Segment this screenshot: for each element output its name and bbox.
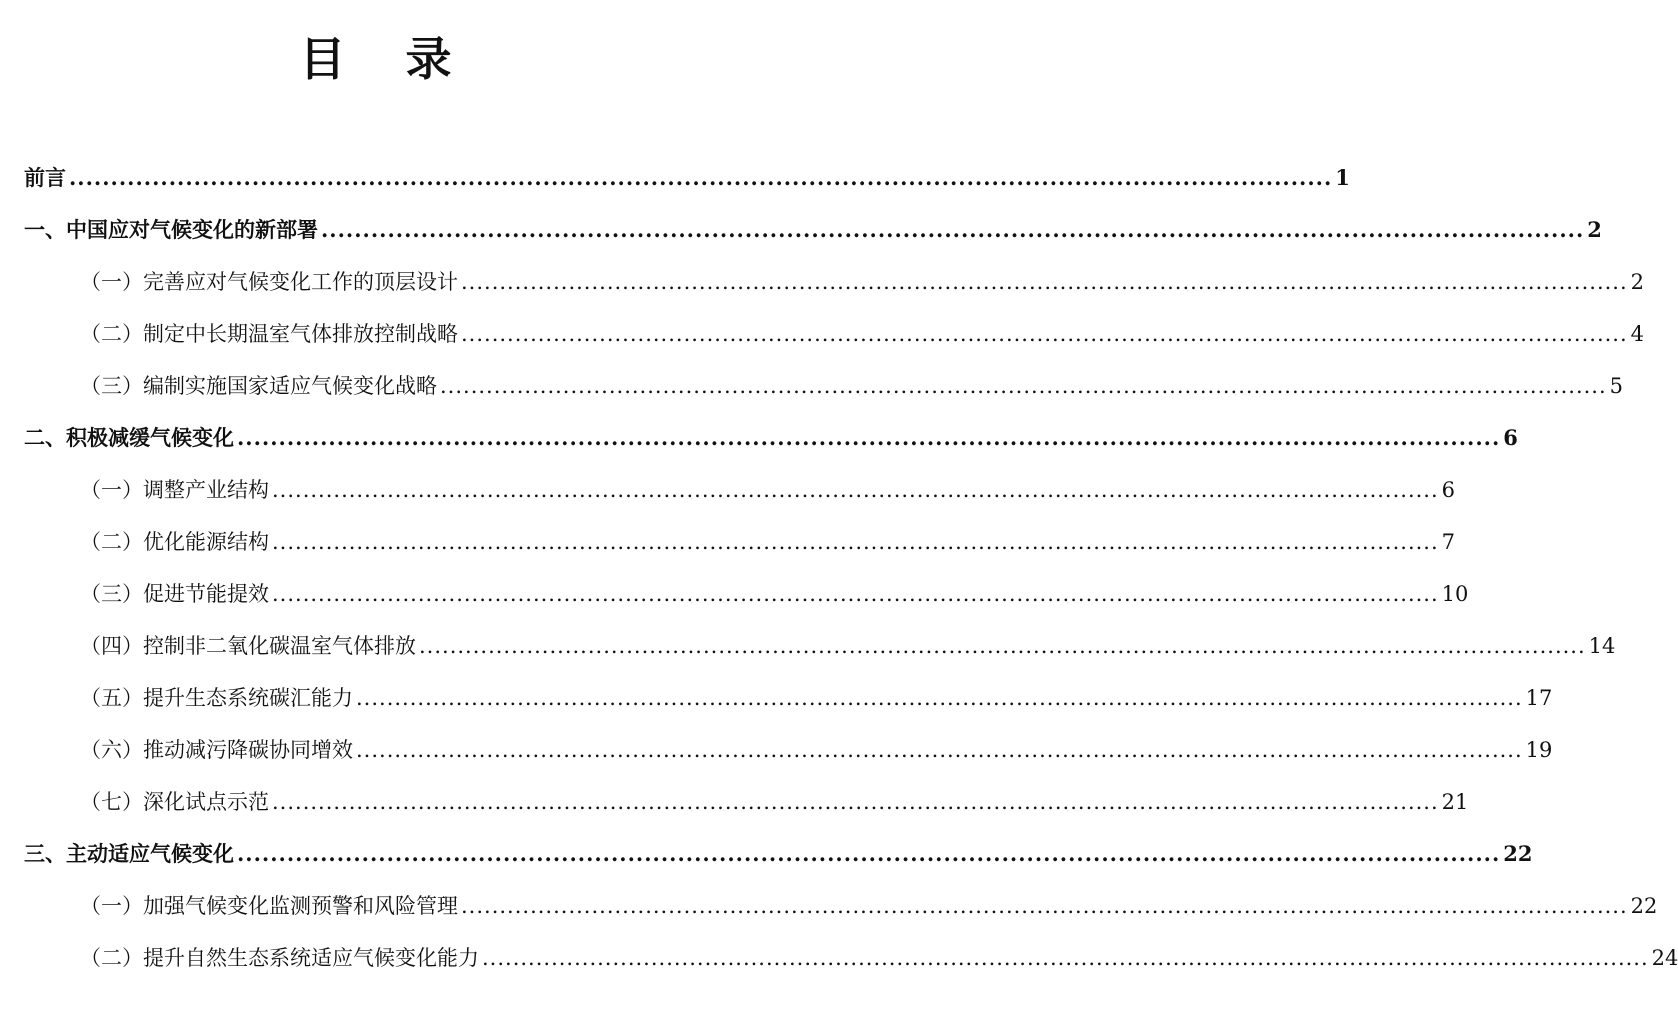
toc-page-number: 24 xyxy=(1651,946,1678,970)
toc-entry-label: （三）编制实施国家适应气候变化战略 xyxy=(80,374,437,398)
toc-page-number: 4 xyxy=(1630,322,1645,346)
toc-dot-leader: ........................................................................................................................................................ xyxy=(356,686,1523,710)
toc-entry-label: （一）调整产业结构 xyxy=(80,478,269,502)
toc-page-number: 7 xyxy=(1441,530,1456,554)
toc-section-entry[interactable] xyxy=(24,256,1645,308)
toc-page-number: 2 xyxy=(1587,217,1602,242)
toc-dot-leader: ........................................................................................................................................................ xyxy=(440,374,1607,398)
toc-page-number: 19 xyxy=(1525,738,1553,762)
toc-section-entry[interactable] xyxy=(24,464,1456,516)
toc-dot-leader: ........................................................................................................................................................ xyxy=(356,738,1523,762)
toc-entry-label: （四）控制非二氧化碳温室气体排放 xyxy=(80,634,416,658)
toc-page-number: 6 xyxy=(1503,425,1518,450)
table-of-contents xyxy=(24,152,1678,984)
page-title: 目 录 xyxy=(299,32,474,86)
toc-page-number: 22 xyxy=(1630,894,1658,918)
toc-entry-label: 二、积极减缓气候变化 xyxy=(24,425,234,450)
toc-dot-leader: ........................................................................................................................................................ xyxy=(272,530,1439,554)
toc-dot-leader: ........................................................................................................................................................ xyxy=(272,582,1439,606)
toc-dot-leader: ........................................................................................................................................................ xyxy=(461,322,1628,346)
toc-chapter-entry[interactable] xyxy=(24,412,1518,464)
toc-entry-label: （七）深化试点示范 xyxy=(80,790,269,814)
toc-entry-label: （二）优化能源结构 xyxy=(80,530,269,554)
toc-section-entry[interactable] xyxy=(24,568,1469,620)
toc-page-number: 10 xyxy=(1441,582,1469,606)
toc-dot-leader: ........................................................................................................................................................ xyxy=(461,894,1628,918)
toc-dot-leader: ........................................................................................................................................................ xyxy=(237,425,1501,450)
toc-section-entry[interactable] xyxy=(24,932,1678,984)
toc-chapter-entry[interactable] xyxy=(24,828,1533,880)
toc-section-entry[interactable] xyxy=(24,620,1616,672)
toc-section-entry[interactable] xyxy=(24,672,1553,724)
toc-dot-leader: ........................................................................................................................................................ xyxy=(69,165,1333,190)
toc-page-number: 2 xyxy=(1630,270,1645,294)
toc-entry-label: （一）加强气候变化监测预警和风险管理 xyxy=(80,894,458,918)
toc-section-entry[interactable] xyxy=(24,516,1456,568)
toc-dot-leader: ........................................................................................................................................................ xyxy=(321,217,1585,242)
toc-page-number: 22 xyxy=(1503,841,1533,866)
toc-entry-label: 一、中国应对气候变化的新部署 xyxy=(24,217,318,242)
toc-dot-leader: ........................................................................................................................................................ xyxy=(419,634,1586,658)
toc-entry-label: （六）推动减污降碳协同增效 xyxy=(80,738,353,762)
toc-section-entry[interactable] xyxy=(24,880,1658,932)
toc-page-number: 6 xyxy=(1441,478,1456,502)
toc-dot-leader: ........................................................................................................................................................ xyxy=(237,841,1501,866)
toc-chapter-entry[interactable] xyxy=(24,204,1602,256)
toc-entry-label: （一）完善应对气候变化工作的顶层设计 xyxy=(80,270,458,294)
toc-section-entry[interactable] xyxy=(24,360,1624,412)
toc-entry-label: （二）制定中长期温室气体排放控制战略 xyxy=(80,322,458,346)
toc-chapter-entry[interactable] xyxy=(24,152,1350,204)
toc-page-number: 21 xyxy=(1441,790,1469,814)
toc-section-entry[interactable] xyxy=(24,308,1645,360)
toc-entry-label: （二）提升自然生态系统适应气候变化能力 xyxy=(80,946,479,970)
toc-page-number: 14 xyxy=(1588,634,1616,658)
toc-section-entry[interactable] xyxy=(24,724,1553,776)
toc-page-number: 17 xyxy=(1525,686,1553,710)
toc-page-number: 5 xyxy=(1609,374,1624,398)
toc-page-number: 1 xyxy=(1335,165,1350,190)
toc-dot-leader: ........................................................................................................................................................ xyxy=(272,478,1439,502)
toc-entry-label: 三、主动适应气候变化 xyxy=(24,841,234,866)
toc-entry-label: （三）促进节能提效 xyxy=(80,582,269,606)
toc-dot-leader: ........................................................................................................................................................ xyxy=(461,270,1628,294)
toc-dot-leader: ........................................................................................................................................................ xyxy=(482,946,1649,970)
toc-entry-label: 前言 xyxy=(24,165,66,190)
toc-entry-label: （五）提升生态系统碳汇能力 xyxy=(80,686,353,710)
toc-section-entry[interactable] xyxy=(24,776,1469,828)
toc-dot-leader: ........................................................................................................................................................ xyxy=(272,790,1439,814)
